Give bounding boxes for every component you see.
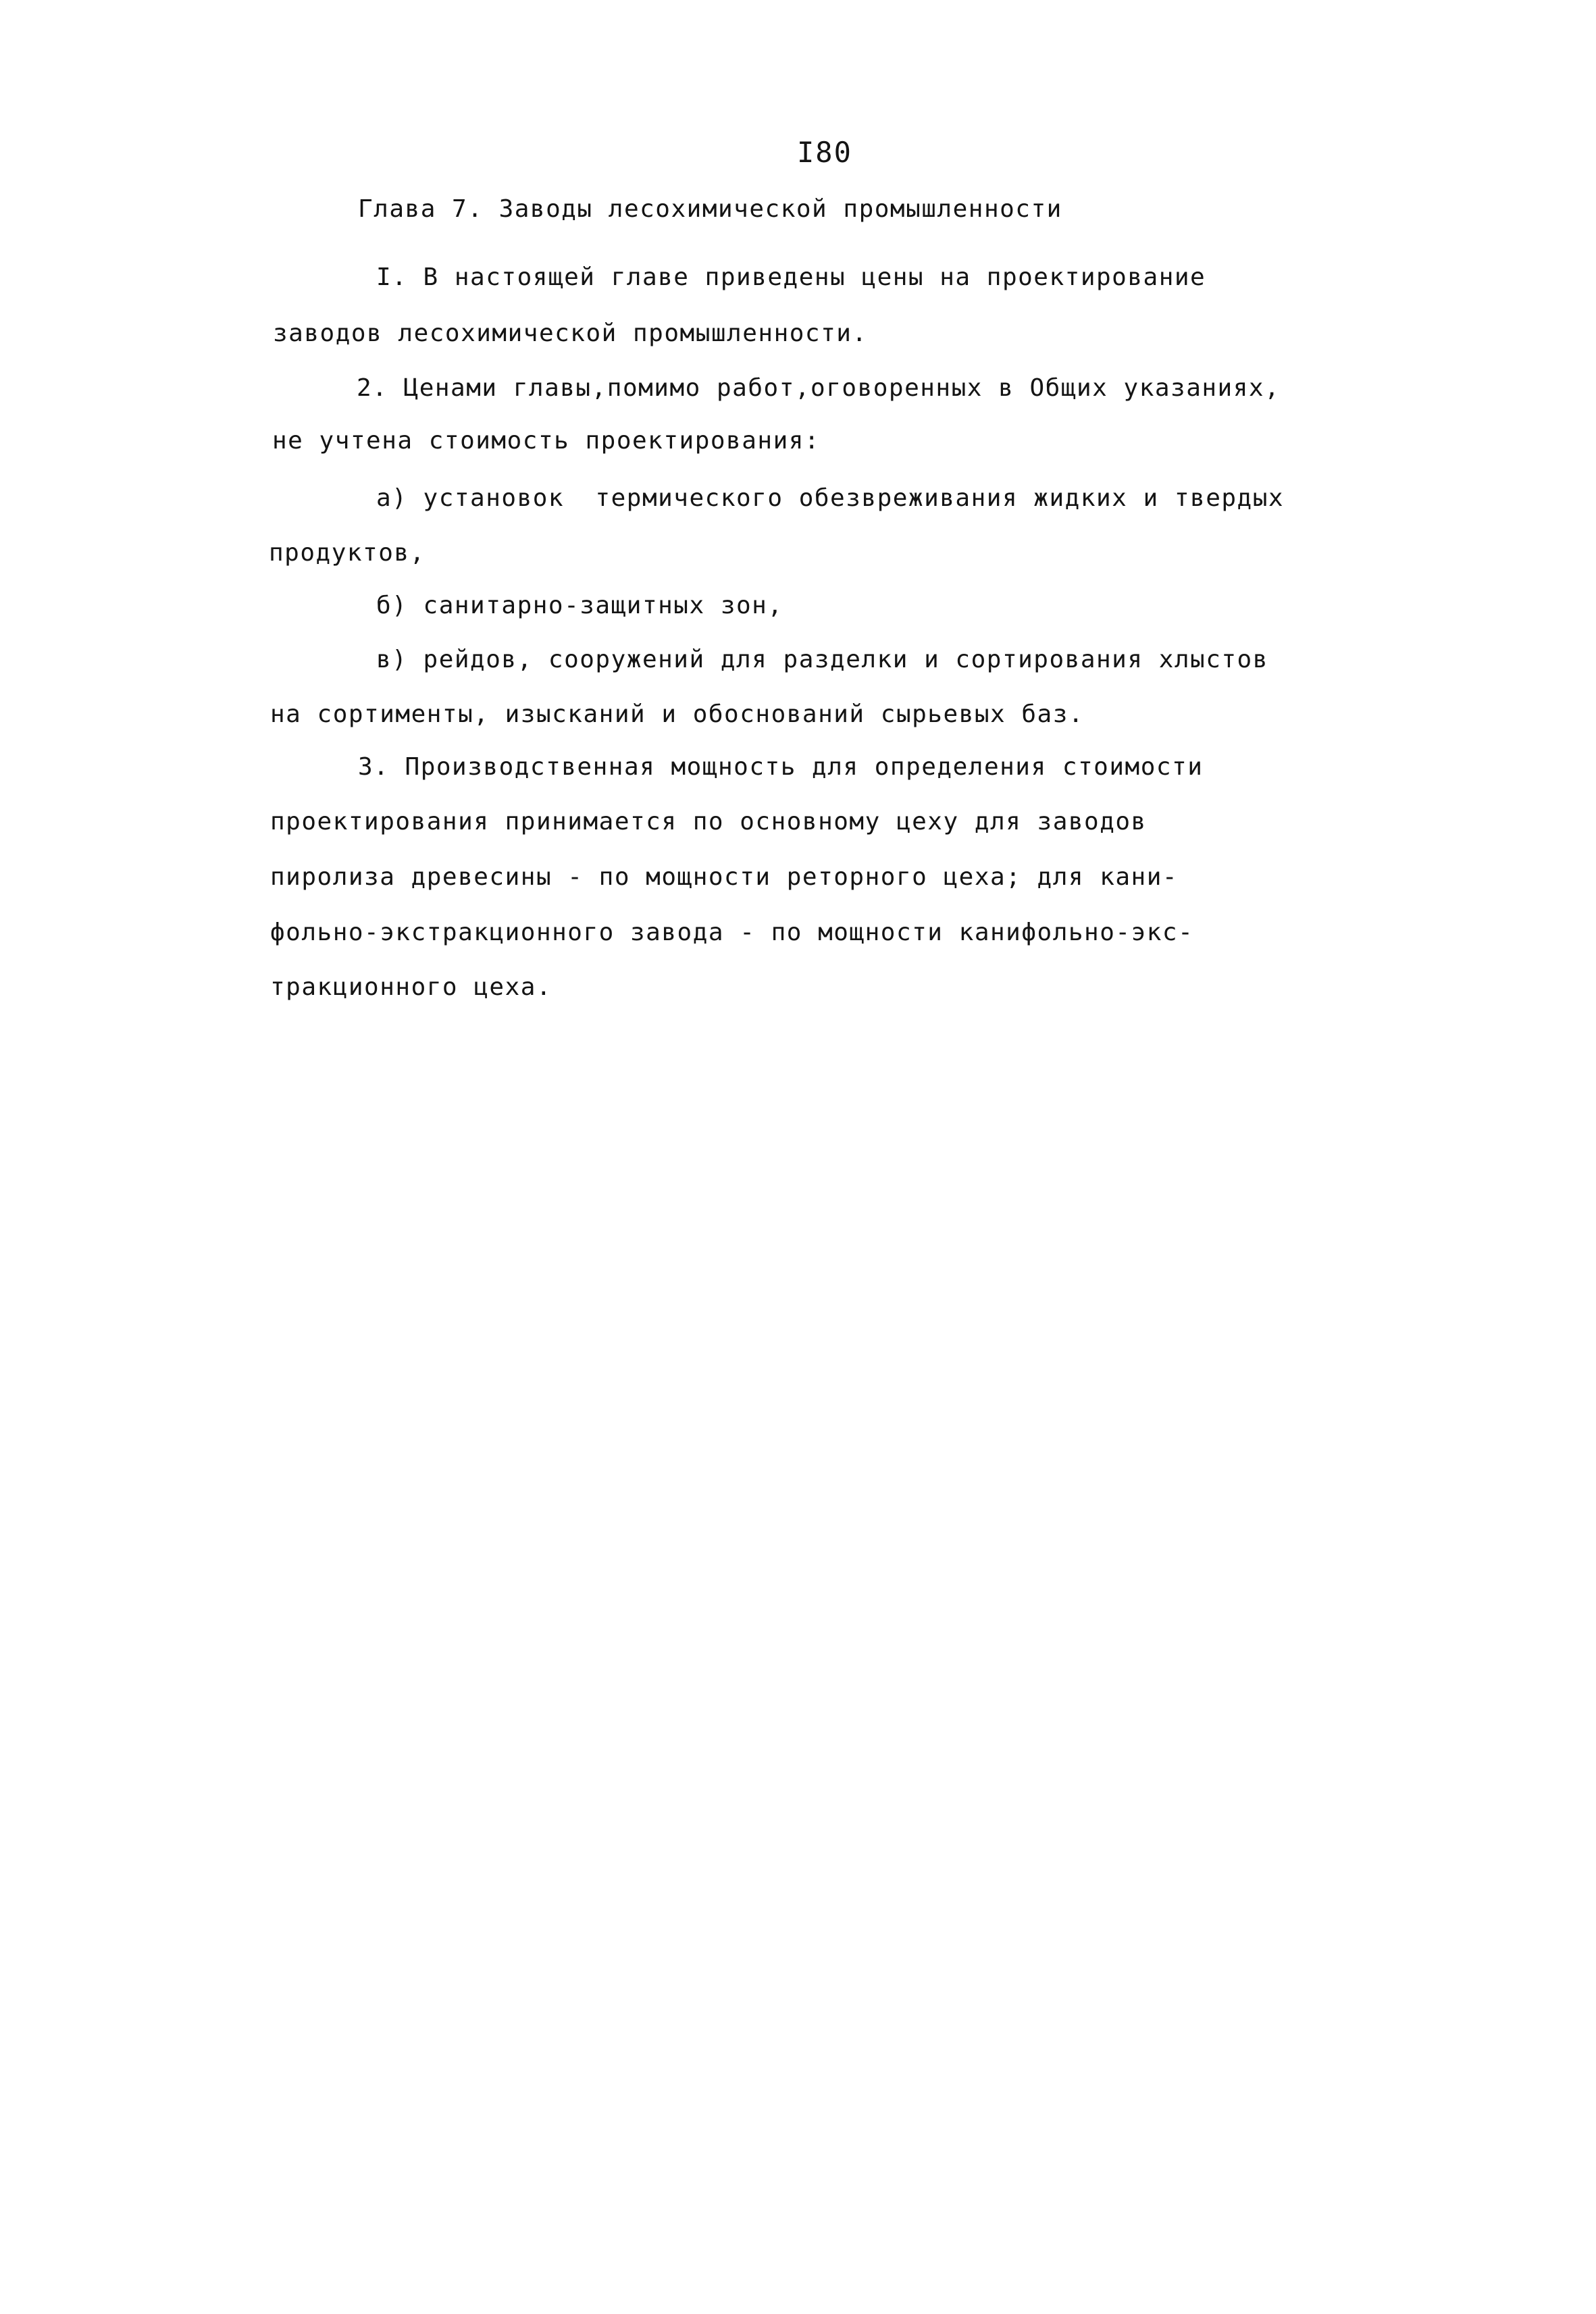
list-item-line: в) рейдов, сооружений для разделки и сортирования хлыстов xyxy=(376,646,1268,673)
paragraph-line: 3. Производственная мощность для определения стоимости xyxy=(358,753,1204,781)
paragraph-line: не учтена стоимость проектирования: xyxy=(272,427,821,455)
page-number: I80 xyxy=(797,136,852,169)
list-item-line: на сортименты, изысканий и обоснований сырьевых баз. xyxy=(270,700,1085,728)
list-item-line: б) санитарно-защитных зон, xyxy=(376,592,783,619)
paragraph-line: 2. Ценами главы,помимо работ,оговоренных в Общих указаниях, xyxy=(357,374,1281,402)
paragraph-line: проектирования принимается по основному цеху для заводов xyxy=(270,808,1147,835)
paragraph-line: фольно-экстракционного завода - по мощности канифольно-экс- xyxy=(270,919,1194,946)
paragraph-line: заводов лесохимической промышленности. xyxy=(273,319,868,347)
list-item-line: продуктов, xyxy=(269,539,426,567)
paragraph-line: тракционного цеха. xyxy=(270,973,552,1001)
paragraph-line: пиролиза древесины - по мощности реторного цеха; для кани- xyxy=(270,863,1179,891)
chapter-title: Глава 7. Заводы лесохимической промышленности xyxy=(358,195,1062,223)
paragraph-line: I. В настоящей главе приведены цены на проектирование xyxy=(376,263,1206,291)
list-item-line: а) установок термического обезвреживания жидких и твердых xyxy=(376,484,1285,512)
